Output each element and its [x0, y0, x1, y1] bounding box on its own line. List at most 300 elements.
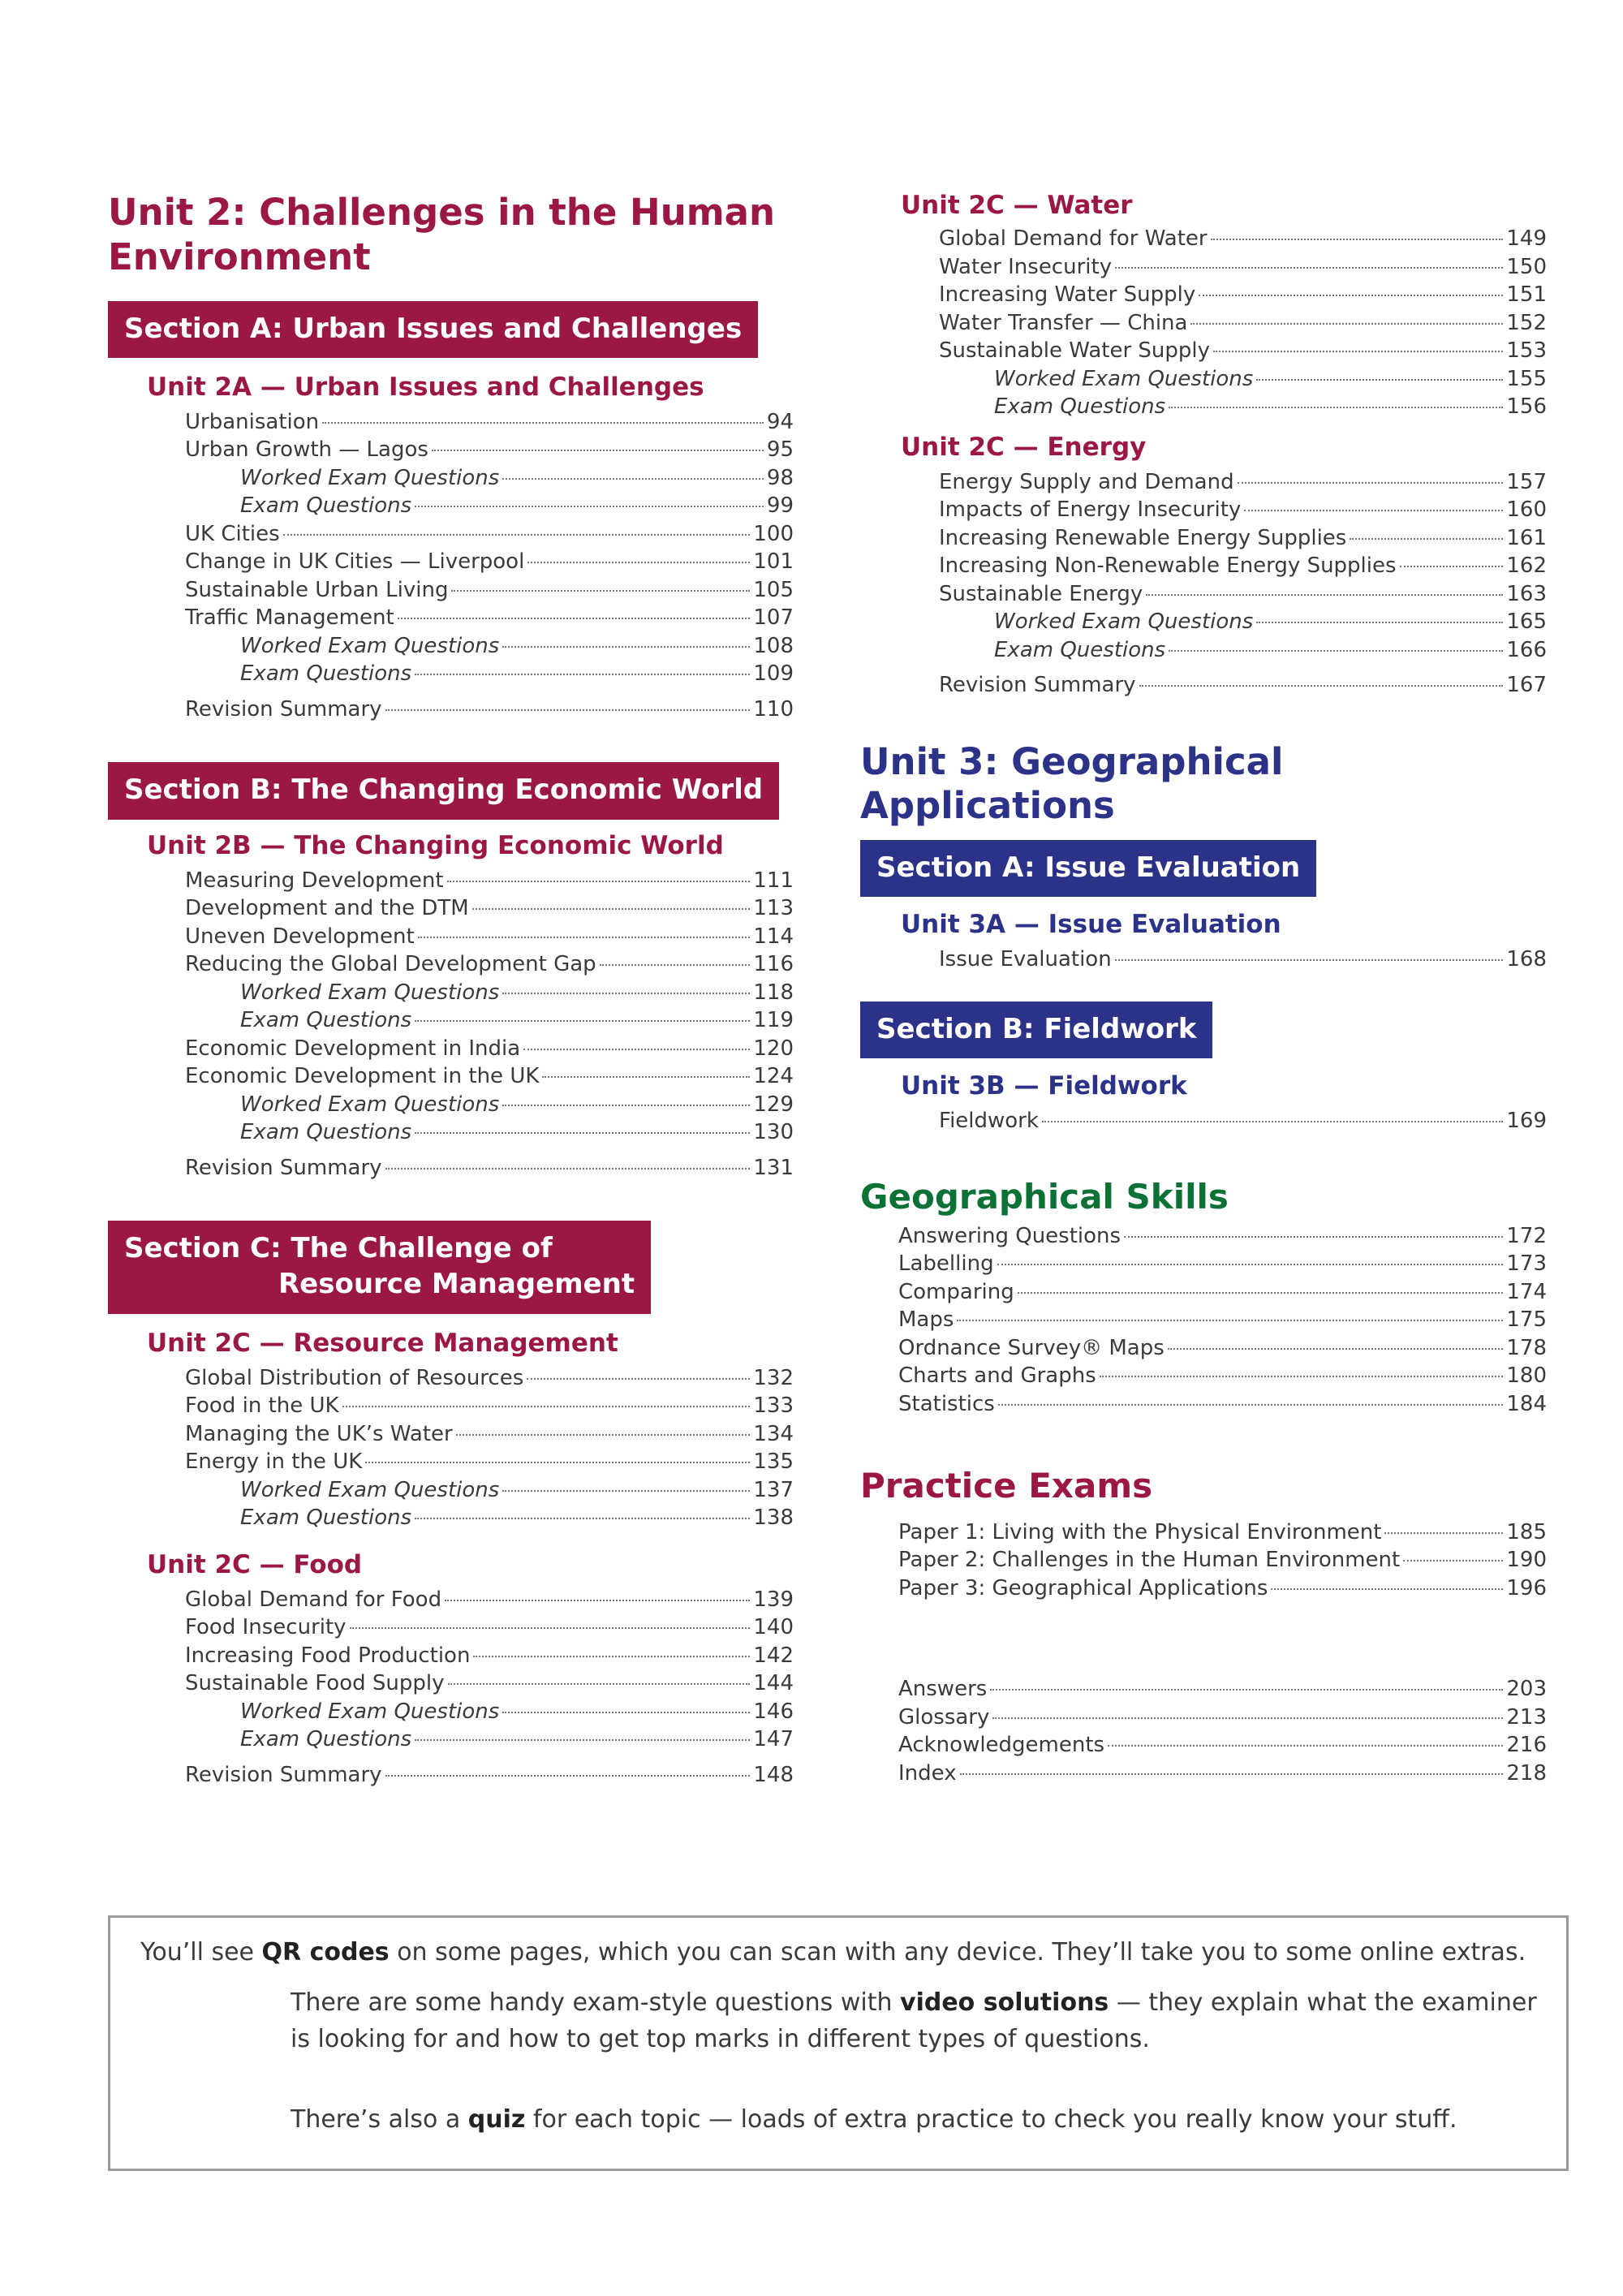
- toc-entry: [939, 580, 1547, 609]
- unit-2c-resource-entries: [147, 1364, 794, 1532]
- toc-entry-page: 108: [753, 633, 794, 658]
- toc-entry-title: Exam Questions: [240, 1506, 412, 1531]
- dot-leader: [502, 1490, 750, 1492]
- toc-entry: [898, 1675, 1547, 1704]
- toc-entry: [939, 393, 1547, 421]
- toc-entry-title: Issue Evaluation: [939, 947, 1112, 972]
- dot-leader: [542, 1076, 750, 1078]
- toc-entry-page: 142: [753, 1643, 794, 1668]
- toc-entry-title: Increasing Non-Renewable Energy Supplies: [939, 554, 1397, 578]
- dot-leader: [1042, 1121, 1503, 1122]
- toc-entry-page: 168: [1506, 947, 1547, 972]
- toc-entry-page: 99: [766, 493, 794, 519]
- toc-entry-page: 111: [753, 868, 794, 893]
- toc-entry: [185, 464, 794, 493]
- dot-leader: [998, 1404, 1504, 1406]
- dot-leader: [445, 1600, 750, 1601]
- toc-entry: [185, 1476, 794, 1505]
- dot-leader: [350, 1627, 751, 1629]
- toc-entry-page: 135: [753, 1450, 794, 1475]
- toc-entry-title: Increasing Food Production: [185, 1643, 471, 1668]
- back-matter-block: [860, 1675, 1547, 1787]
- toc-entry: [185, 492, 794, 520]
- section-3b-block: [860, 1002, 1547, 1135]
- dot-leader: [1211, 239, 1504, 240]
- toc-entry-title: Ordnance Survey® Maps: [898, 1335, 1165, 1360]
- practice-exams-entries: [860, 1518, 1547, 1603]
- toc-entry-page: 166: [1506, 637, 1547, 662]
- geographical-skills-entries: [860, 1222, 1547, 1419]
- toc-entry: [939, 671, 1547, 700]
- toc-entry: [898, 1574, 1547, 1603]
- dot-leader: [385, 709, 751, 711]
- toc-entry-title: Acknowledgements: [898, 1733, 1105, 1758]
- toc-entry-title: Urbanisation: [185, 409, 320, 434]
- dot-leader: [1190, 323, 1503, 325]
- toc-entry-page: 167: [1506, 673, 1547, 697]
- toc-entry-page: 110: [753, 696, 794, 722]
- notice-qr-text-a: You’ll see: [140, 1938, 262, 1966]
- dot-leader: [385, 1775, 751, 1777]
- toc-entry: [185, 1725, 794, 1754]
- notice-quiz-line: [291, 2101, 1457, 2138]
- unit-2c-water-block: [860, 191, 1547, 421]
- dot-leader: [527, 1378, 750, 1380]
- notice-qr-text-c: on some pages, which you can scan with any device. They’ll take you to some online extras.: [389, 1938, 1526, 1966]
- toc-entry-page: 114: [753, 924, 794, 949]
- unit-2c-energy-heading: Unit 2C — Energy: [901, 432, 1147, 462]
- unit-2c-resource-heading: Unit 2C — Resource Management: [147, 1328, 618, 1358]
- toc-entry-page: 203: [1506, 1677, 1547, 1702]
- dot-leader: [365, 1462, 750, 1463]
- toc-entry-page: 146: [753, 1699, 794, 1724]
- notice-qr-codes-label: QR codes: [261, 1938, 390, 1966]
- toc-entry-title: Exam Questions: [994, 637, 1166, 662]
- toc-entry: [939, 253, 1547, 282]
- unit-2c-energy-entries: [901, 468, 1547, 700]
- toc-entry-page: 137: [753, 1477, 794, 1502]
- toc-entry-page: 95: [766, 437, 794, 463]
- toc-entry-title: Fieldwork: [939, 1109, 1039, 1134]
- toc-entry-page: 144: [753, 1671, 794, 1696]
- toc-entry-title: Glossary: [898, 1704, 990, 1730]
- unit-2c-food-entries: [147, 1586, 794, 1790]
- section-2a-block: [108, 301, 794, 724]
- notice-video-text-c: — they explain what the examiner: [1109, 1988, 1537, 2017]
- dot-leader: [342, 1406, 751, 1407]
- toc-entry-title: Economic Development in the UK: [185, 1064, 540, 1089]
- toc-entry: [185, 1586, 794, 1614]
- toc-entry-title: Worked Exam Questions: [240, 465, 500, 490]
- unit-2-title-line-1: Unit 2: Challenges in the Human: [108, 191, 776, 234]
- unit-2c-water-entries: [901, 225, 1547, 421]
- toc-entry: [185, 1035, 794, 1063]
- toc-entry: [185, 923, 794, 951]
- toc-entry-title: Impacts of Energy Insecurity: [939, 498, 1242, 522]
- toc-entry-page: 196: [1506, 1575, 1547, 1600]
- unit-2c-water-heading: Unit 2C — Water: [901, 191, 1133, 220]
- toc-entry-title: Global Distribution of Resources: [185, 1365, 524, 1390]
- toc-entry-page: 149: [1506, 226, 1547, 251]
- toc-entry-title: Exam Questions: [240, 1727, 412, 1752]
- toc-entry-title: UK Cities: [185, 521, 280, 546]
- toc-entry: [939, 636, 1547, 665]
- toc-entry-title: Sustainable Urban Living: [185, 577, 449, 602]
- dot-leader: [1115, 267, 1503, 269]
- toc-entry-title: Worked Exam Questions: [240, 1699, 500, 1724]
- toc-entry-title: Energy in the UK: [185, 1450, 363, 1475]
- toc-entry-title: Paper 3: Geographical Applications: [898, 1575, 1268, 1600]
- section-3a-block: [860, 840, 1547, 974]
- notice-video-text-a: There are some handy exam-style questions with: [291, 1988, 901, 2017]
- toc-entry: [185, 1669, 794, 1698]
- toc-entry-page: 98: [766, 465, 794, 490]
- unit-2-title: [108, 191, 794, 280]
- dot-leader: [990, 1689, 1503, 1691]
- toc-entry-title: Managing the UK’s Water: [185, 1421, 453, 1446]
- toc-entry-page: 130: [753, 1120, 794, 1145]
- toc-entry-title: Revision Summary: [185, 1155, 382, 1180]
- toc-entry-page: 134: [753, 1421, 794, 1446]
- geographical-skills-title: Geographical Skills: [860, 1176, 1229, 1217]
- toc-entry-title: Charts and Graphs: [898, 1363, 1096, 1389]
- toc-entry: [898, 1518, 1547, 1547]
- dot-leader: [957, 1320, 1503, 1321]
- toc-entry-title: Global Demand for Food: [185, 1587, 442, 1612]
- toc-entry-page: 153: [1506, 338, 1547, 363]
- dot-leader: [502, 478, 764, 480]
- notice-quiz-text-c: for each topic — loads of extra practice to check you really know your stuff.: [525, 2105, 1457, 2134]
- toc-entry-title: Economic Development in India: [185, 1036, 521, 1061]
- toc-entry-title: Exam Questions: [240, 1120, 412, 1145]
- toc-entry-page: 120: [753, 1036, 794, 1061]
- unit-2b-heading: Unit 2B — The Changing Economic World: [147, 830, 724, 860]
- toc-entry-page: 161: [1506, 525, 1547, 550]
- toc-entry-page: 165: [1506, 610, 1547, 634]
- toc-entry: [939, 281, 1547, 309]
- toc-entry: [939, 608, 1547, 636]
- toc-entry-title: Worked Exam Questions: [240, 1092, 500, 1117]
- dot-leader: [1115, 959, 1504, 961]
- toc-entry-title: Water Insecurity: [939, 254, 1113, 279]
- unit-3b-entries: [901, 1107, 1547, 1135]
- dot-leader: [1168, 1348, 1504, 1350]
- toc-entry-title: Worked Exam Questions: [240, 633, 500, 658]
- dot-leader: [960, 1773, 1504, 1775]
- toc-entry-page: 157: [1506, 469, 1547, 494]
- unit-2c-food-heading: Unit 2C — Food: [147, 1549, 363, 1579]
- dot-leader: [415, 1518, 750, 1519]
- toc-entry: [898, 1704, 1547, 1732]
- dot-leader: [456, 1434, 751, 1436]
- toc-entry: [898, 1546, 1547, 1574]
- toc-entry: [185, 436, 794, 464]
- toc-entry-title: Sustainable Energy: [939, 581, 1143, 606]
- toc-entry-page: 132: [753, 1365, 794, 1390]
- toc-entry-title: Worked Exam Questions: [240, 980, 500, 1005]
- toc-entry-page: 139: [753, 1587, 794, 1612]
- toc-entry-page: 101: [753, 549, 794, 575]
- toc-entry: [185, 1761, 794, 1790]
- toc-entry-page: 109: [753, 661, 794, 687]
- toc-entry-title: Revision Summary: [185, 1762, 382, 1787]
- toc-entry-page: 100: [753, 521, 794, 546]
- toc-entry: [185, 548, 794, 576]
- toc-entry-page: 178: [1506, 1335, 1547, 1360]
- toc-entry-title: Urban Growth — Lagos: [185, 437, 428, 463]
- unit-2-title-line-2: Environment: [108, 235, 371, 278]
- toc-entry-title: Uneven Development: [185, 924, 415, 949]
- toc-entry-title: Exam Questions: [240, 1008, 412, 1033]
- toc-entry: [939, 365, 1547, 394]
- unit-2c-energy-block: [860, 433, 1547, 700]
- toc-entry-title: Increasing Renewable Energy Supplies: [939, 525, 1347, 550]
- toc-entry-page: 185: [1506, 1519, 1547, 1544]
- unit-3a-entries: [901, 946, 1547, 974]
- toc-entry: [185, 894, 794, 923]
- section-c-banner: [108, 1221, 651, 1313]
- toc-entry: [185, 1613, 794, 1642]
- dot-leader: [502, 646, 750, 648]
- dot-leader: [415, 1739, 750, 1741]
- toc-entry: [185, 1504, 794, 1532]
- toc-entry-title: Worked Exam Questions: [240, 1477, 500, 1502]
- toc-entry-page: 162: [1506, 554, 1547, 578]
- toc-entry-title: Sustainable Water Supply: [939, 338, 1211, 363]
- toc-entry: [939, 552, 1547, 580]
- toc-entry: [185, 979, 794, 1007]
- toc-entry: [939, 1107, 1547, 1135]
- dot-leader: [432, 450, 764, 451]
- toc-entry: [939, 946, 1547, 974]
- toc-entry-page: 152: [1506, 310, 1547, 335]
- dot-leader: [448, 1683, 751, 1685]
- dot-leader: [1244, 510, 1503, 511]
- toc-entry-title: Global Demand for Water: [939, 226, 1208, 251]
- toc-entry-title: Maps: [898, 1307, 954, 1333]
- toc-entry-title: Reducing the Global Development Gap: [185, 952, 596, 977]
- toc-entry: [185, 1420, 794, 1449]
- section-a-banner: Section A: Urban Issues and Challenges: [108, 301, 758, 358]
- toc-entry: [898, 1306, 1547, 1334]
- toc-entry-page: 160: [1506, 498, 1547, 522]
- toc-entry-title: Measuring Development: [185, 868, 444, 893]
- dot-leader: [473, 1656, 750, 1657]
- dot-leader: [451, 590, 750, 592]
- toc-entry: [185, 408, 794, 437]
- dot-leader: [1169, 650, 1503, 652]
- dot-leader: [385, 1168, 751, 1170]
- dot-leader: [523, 1049, 750, 1050]
- toc-entry-page: 150: [1506, 254, 1547, 279]
- dot-leader: [472, 908, 751, 910]
- toc-entry: [185, 1091, 794, 1119]
- unit-2a-heading: Unit 2A — Urban Issues and Challenges: [147, 372, 704, 402]
- section-2b-block: [108, 762, 794, 1182]
- toc-entry-page: 155: [1506, 366, 1547, 391]
- toc-entry-page: 133: [753, 1394, 794, 1419]
- dot-leader: [1238, 482, 1504, 484]
- toc-entry-title: Labelling: [898, 1251, 994, 1277]
- toc-entry-page: 116: [753, 952, 794, 977]
- toc-entry-page: 138: [753, 1506, 794, 1531]
- dot-leader: [1256, 379, 1503, 381]
- toc-entry-title: Paper 1: Living with the Physical Environment: [898, 1519, 1382, 1544]
- toc-entry: [185, 632, 794, 661]
- toc-entry-page: 213: [1506, 1704, 1547, 1730]
- toc-entry: [185, 950, 794, 979]
- toc-entry: [185, 1448, 794, 1476]
- dot-leader: [1100, 1376, 1504, 1377]
- dot-leader: [1124, 1236, 1503, 1238]
- toc-entry-page: 163: [1506, 581, 1547, 606]
- toc-entry: [898, 1362, 1547, 1390]
- toc-entry: [185, 1698, 794, 1726]
- toc-entry-title: Development and the DTM: [185, 896, 469, 921]
- toc-entry-title: Paper 2: Challenges in the Human Environment: [898, 1548, 1401, 1573]
- dot-leader: [415, 1132, 750, 1134]
- dot-leader: [415, 1020, 750, 1022]
- toc-entry-title: Index: [898, 1760, 957, 1786]
- toc-entry: [185, 1062, 794, 1091]
- dot-leader: [502, 993, 750, 994]
- toc-entry: [898, 1390, 1547, 1419]
- toc-entry: [898, 1250, 1547, 1278]
- toc-entry-page: 129: [753, 1092, 794, 1117]
- toc-left-column: [108, 191, 794, 1789]
- dot-leader: [1271, 1588, 1503, 1590]
- toc-entry: [185, 1364, 794, 1393]
- section-c-banner-line-1: Section C: The Challenge of: [124, 1232, 553, 1265]
- toc-entry-page: 172: [1506, 1223, 1547, 1248]
- practice-exams-block: [860, 1465, 1547, 1602]
- toc-entry: [898, 1760, 1547, 1788]
- notice-quiz-label: quiz: [467, 2105, 526, 2134]
- toc-entry: [939, 496, 1547, 524]
- dot-leader: [1400, 566, 1504, 567]
- toc-right-column: [860, 191, 1547, 1787]
- toc-entry: [185, 867, 794, 895]
- toc-entry-page: 131: [753, 1155, 794, 1180]
- toc-entry-title: Statistics: [898, 1391, 995, 1416]
- toc-entry: [185, 696, 794, 724]
- toc-entry-title: Traffic Management: [185, 605, 394, 631]
- unit-3-title: Unit 3: Geographical Applications: [860, 739, 1284, 828]
- notice-video-line: [291, 1984, 1537, 2057]
- toc-entry-title: Exam Questions: [240, 661, 412, 687]
- toc-entry-page: 113: [753, 896, 794, 921]
- unit-3b-heading: Unit 3B — Fieldwork: [901, 1071, 1187, 1101]
- toc-entry: [939, 468, 1547, 497]
- toc-entry: [898, 1278, 1547, 1307]
- dot-leader: [1146, 594, 1503, 596]
- toc-entry-page: 180: [1506, 1363, 1547, 1389]
- toc-entry-title: Exam Questions: [240, 493, 412, 519]
- toc-entry-page: 124: [753, 1064, 794, 1089]
- dot-leader: [1108, 1745, 1503, 1747]
- toc-entry: [939, 309, 1547, 338]
- dot-leader: [1384, 1532, 1503, 1534]
- toc-entry-page: 107: [753, 605, 794, 631]
- unit-2b-entries: [147, 867, 794, 1182]
- dot-leader: [997, 1264, 1504, 1265]
- toc-entry-title: Revision Summary: [185, 696, 382, 722]
- unit-3-section-b-banner: Section B: Fieldwork: [860, 1002, 1212, 1058]
- dot-leader: [1169, 407, 1503, 408]
- toc-entry-title: Comparing: [898, 1279, 1014, 1304]
- toc-entry: [185, 1642, 794, 1670]
- toc-entry: [185, 604, 794, 632]
- toc-entry: [185, 576, 794, 605]
- dot-leader: [1256, 622, 1503, 623]
- toc-entry: [185, 1118, 794, 1147]
- dot-leader: [1199, 295, 1503, 296]
- dot-leader: [415, 506, 764, 507]
- toc-entry-title: Answering Questions: [898, 1223, 1121, 1248]
- dot-leader: [527, 562, 750, 563]
- toc-entry-title: Energy Supply and Demand: [939, 469, 1234, 494]
- toc-entry-page: 119: [753, 1008, 794, 1033]
- toc-entry-page: 151: [1506, 282, 1547, 307]
- toc-entry-page: 169: [1506, 1109, 1547, 1134]
- practice-exams-title: Practice Exams: [860, 1466, 1153, 1506]
- dot-leader: [447, 881, 751, 882]
- dot-leader: [322, 422, 764, 424]
- dot-leader: [502, 1712, 750, 1713]
- toc-entry-title: Food in the UK: [185, 1394, 339, 1419]
- back-matter-entries: [860, 1675, 1547, 1787]
- toc-entry-page: 184: [1506, 1391, 1547, 1416]
- dot-leader: [1213, 351, 1503, 352]
- dot-leader: [1350, 538, 1503, 540]
- toc-entry-page: 118: [753, 980, 794, 1005]
- section-2c-block: [108, 1221, 794, 1789]
- unit-2a-entries: [147, 408, 794, 724]
- dot-leader: [415, 674, 750, 675]
- toc-entry-page: 140: [753, 1615, 794, 1640]
- toc-entry-title: Sustainable Food Supply: [185, 1671, 445, 1696]
- dot-leader: [1139, 685, 1504, 687]
- toc-entry-page: 190: [1506, 1548, 1547, 1573]
- dot-leader: [1403, 1560, 1503, 1562]
- notice-video-solutions-label: video solutions: [900, 1988, 1109, 2017]
- toc-entry-page: 175: [1506, 1307, 1547, 1333]
- toc-entry-page: 216: [1506, 1733, 1547, 1758]
- toc-entry-title: Exam Questions: [994, 394, 1166, 419]
- toc-entry-page: 173: [1506, 1251, 1547, 1277]
- toc-entry-page: 174: [1506, 1279, 1547, 1304]
- toc-entry-title: Water Transfer — China: [939, 310, 1188, 335]
- dot-leader: [600, 964, 751, 966]
- dot-leader: [1018, 1292, 1504, 1294]
- toc-entry: [185, 660, 794, 688]
- toc-entry: [185, 1154, 794, 1182]
- toc-entry-title: Answers: [898, 1677, 988, 1702]
- toc-entry-page: 218: [1506, 1760, 1547, 1786]
- toc-entry-title: Change in UK Cities — Liverpool: [185, 549, 525, 575]
- toc-entry: [939, 337, 1547, 365]
- section-c-banner-line-2: Resource Management: [278, 1268, 635, 1301]
- toc-entry: [898, 1222, 1547, 1251]
- toc-entry-page: 147: [753, 1727, 794, 1752]
- geographical-skills-block: [860, 1176, 1547, 1419]
- dot-leader: [418, 937, 751, 938]
- toc-entry-page: 148: [753, 1762, 794, 1787]
- toc-entry-title: Revision Summary: [939, 673, 1136, 697]
- toc-entry-title: Worked Exam Questions: [994, 366, 1254, 391]
- dot-leader: [398, 618, 751, 619]
- toc-entry-page: 156: [1506, 394, 1547, 419]
